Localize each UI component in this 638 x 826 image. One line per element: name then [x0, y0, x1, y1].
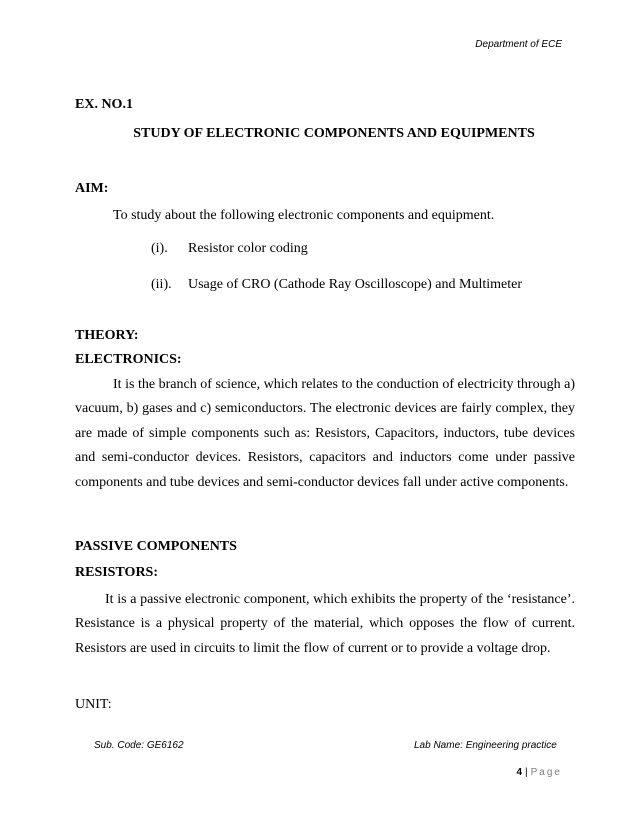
aim-item-text-2: Usage of CRO (Cathode Ray Oscilloscope) and Multimeter: [188, 277, 522, 292]
page-number-footer: [516, 767, 562, 778]
footer-lab-name: Lab Name: Engineering practice: [414, 740, 557, 751]
resistors-paragraph: [75, 588, 575, 661]
page-separator: |: [525, 767, 528, 778]
footer-sub-code: Sub. Code: GE6162: [94, 740, 184, 751]
resistors-paragraph-text: It is a passive electronic component, which exhibits the property of the ‘resistance’. Resistance is a physical property of the material, which opposes the flow of current. Resistors are used in circuits to limit the flow of current or to provide a voltage drop.: [75, 592, 575, 656]
exercise-number: EX. NO.1: [75, 97, 133, 112]
page-number: 4: [516, 767, 523, 778]
electronics-paragraph: [75, 373, 575, 495]
aim-item-marker-1: (i).: [151, 241, 168, 256]
aim-intro: To study about the following electronic components and equipment.: [113, 208, 495, 223]
passive-components-heading: PASSIVE COMPONENTS: [75, 539, 237, 554]
electronics-paragraph-text: It is the branch of science, which relates to the conduction of electricity through a) vacuum, b) gases and c) semiconductors. The electronic devices are fairly complex, they are made of simple components such as: Resistors, Capacitors, inductors, tube devices and semi-conductor devices. Resistors, capacitors and inductors come under passive components and tube devices and semi-conductor devices fall under active components.: [75, 377, 575, 490]
exercise-title: [0, 126, 638, 142]
unit-label: UNIT:: [75, 697, 112, 712]
page-label: Page: [530, 767, 562, 778]
electronics-heading: ELECTRONICS:: [75, 352, 182, 367]
aim-heading: AIM:: [75, 181, 109, 196]
aim-item-text-1: Resistor color coding: [188, 241, 308, 256]
resistors-heading: RESISTORS:: [75, 565, 159, 580]
aim-item-marker-2: (ii).: [151, 277, 172, 292]
department-header: Department of ECE: [475, 39, 562, 50]
exercise-title-text: STUDY OF ELECTRONIC COMPONENTS AND EQUIPMENTS: [133, 126, 535, 141]
theory-heading: THEORY:: [75, 328, 139, 343]
